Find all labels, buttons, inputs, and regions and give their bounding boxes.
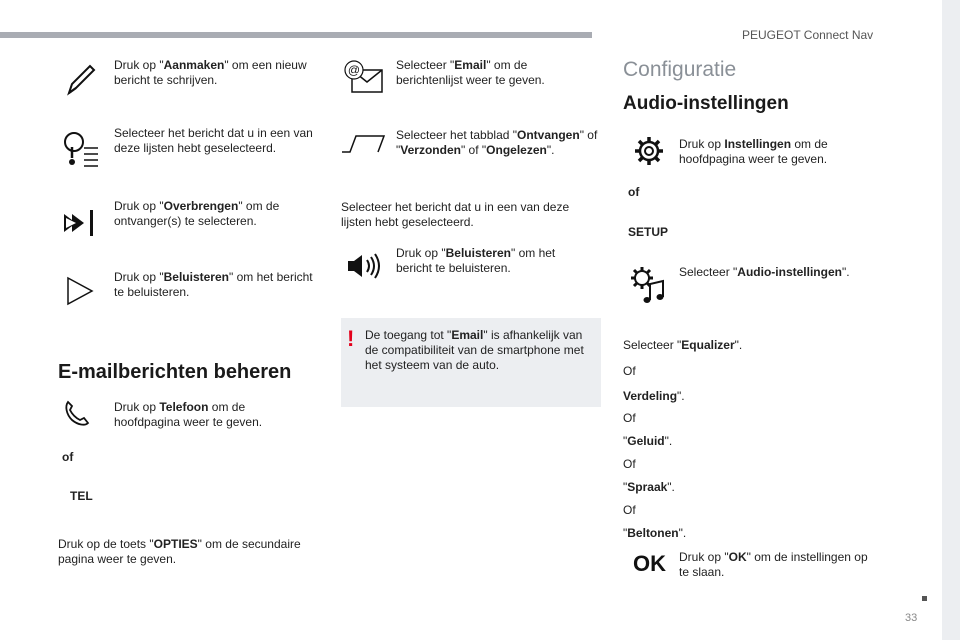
page-marker xyxy=(922,596,927,601)
setup-label: SETUP xyxy=(628,225,669,239)
spraak-text: "Spraak". xyxy=(623,480,675,494)
or-text-3: Of xyxy=(623,457,636,471)
top-rule xyxy=(0,32,592,38)
audio-subtitle: Audio-instellingen xyxy=(623,93,789,114)
geluid-text: "Geluid". xyxy=(623,434,673,448)
email-envelope-icon xyxy=(342,58,384,94)
beltonen-text: "Beltonen". xyxy=(623,526,687,540)
verdeling-text: Verdeling". xyxy=(623,389,685,403)
equalizer-text: Selecteer "Equalizer". xyxy=(623,338,743,352)
or-label-2: of xyxy=(628,185,640,199)
ok-label: OK xyxy=(633,551,666,576)
email-text: Selecteer "Email" om de berichtenlijst weer te geven. xyxy=(396,58,545,87)
forward-text: Druk op "Overbrengen" om de ontvanger(s) te selecteren. xyxy=(114,199,280,228)
audio-settings-text: Selecteer "Audio-instellingen". xyxy=(679,265,850,279)
page-number: 33 xyxy=(905,612,918,624)
options-text: Druk op de toets "OPTIES" om de secundaire pagina weer te geven. xyxy=(58,537,301,566)
warning-note xyxy=(341,318,601,407)
or-text-2: Of xyxy=(623,411,636,425)
tab-icon xyxy=(340,132,388,156)
svg-text:@: @ xyxy=(347,63,361,77)
pencil-icon xyxy=(64,60,98,96)
tab-text: Selecteer het tabblad "Ontvangen" of "Verzonden" of "Ongelezen". xyxy=(396,128,598,157)
settings-text: Druk op Instellingen om de hoofdpagina weer te geven. xyxy=(679,137,828,166)
gear-music-icon xyxy=(630,266,666,306)
or-label: of xyxy=(62,450,74,464)
warning-note-text: De toegang tot "Email" is afhankelijk van de compatibiliteit van de smartphone met het systeem van de auto. xyxy=(365,328,584,372)
compose-text: Druk op "Aanmaken" om een nieuw bericht te schrijven. xyxy=(114,58,307,87)
select-message-text: Selecteer het bericht dat u in een van deze lijsten hebt geselecteerd. xyxy=(114,126,313,155)
section-title-email: E-mailberichten beheren xyxy=(58,361,292,383)
telefoon-text: Druk op Telefoon om de hoofdpagina weer te geven. xyxy=(114,400,263,429)
header-brand: PEUGEOT Connect Nav xyxy=(742,28,874,42)
play-icon xyxy=(64,275,96,307)
gear-icon xyxy=(634,136,664,166)
speaker-icon xyxy=(346,252,382,280)
or-text-1: Of xyxy=(623,364,636,378)
listen-text: Druk op "Beluisteren" om het bericht te beluisteren. xyxy=(114,270,313,299)
forward-arrow-icon xyxy=(62,206,98,240)
config-title: Configuratie xyxy=(623,58,737,81)
ok-text: Druk op "OK" om de instellingen op te slaan. xyxy=(679,550,868,579)
or-text-4: Of xyxy=(623,503,636,517)
phone-handset-icon xyxy=(62,398,92,428)
warning-mark: ! xyxy=(347,326,355,351)
listen-text-2: Druk op "Beluisteren" om het bericht te beluisteren. xyxy=(396,246,556,275)
tel-label: TEL xyxy=(70,489,93,503)
list-search-icon xyxy=(58,128,102,172)
select-message-text-2: Selecteer het bericht dat u in een van deze lijsten hebt geselecteerd. xyxy=(341,200,570,229)
page-edge-band xyxy=(942,0,960,640)
